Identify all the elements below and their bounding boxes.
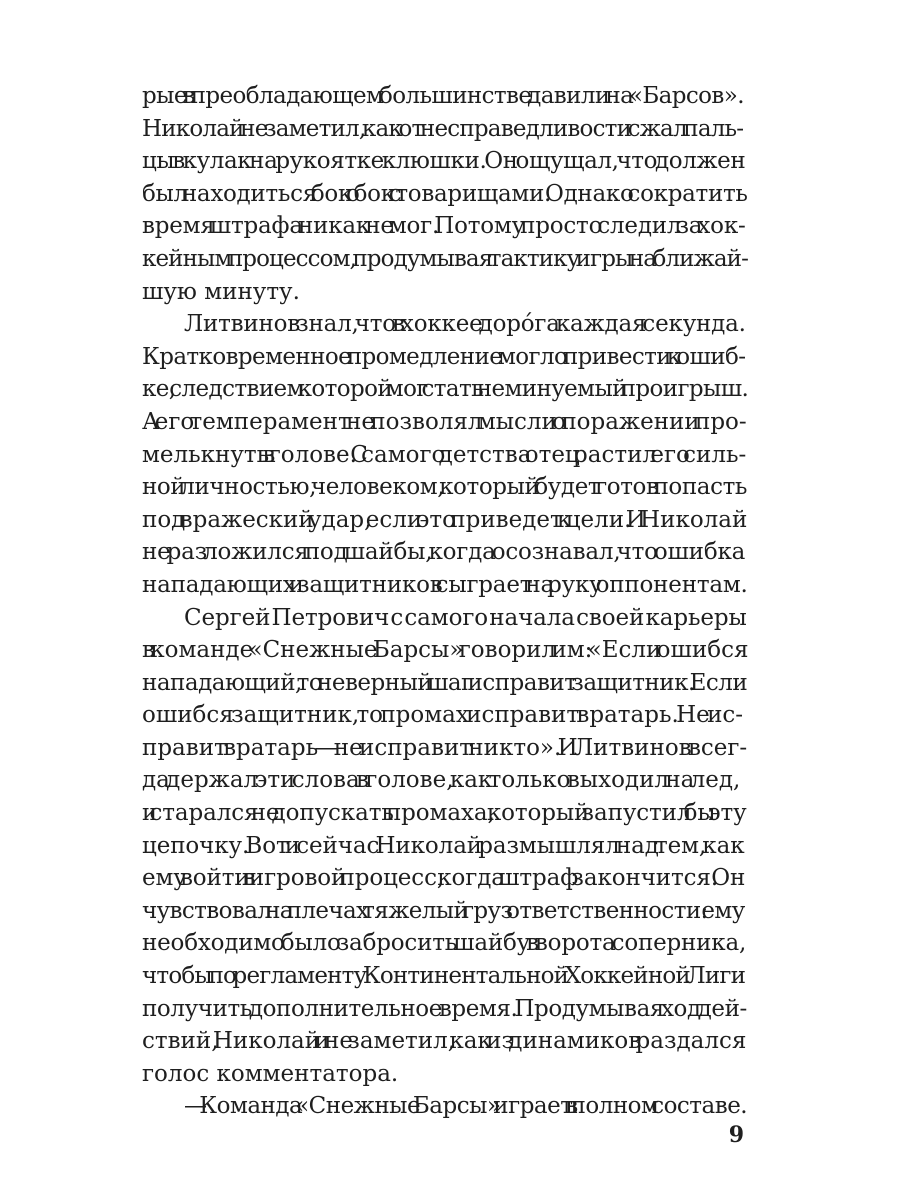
text-line: под вражеский удар, если это приведет к цели. И Николай [142,506,748,533]
text-line: и старался не допускать промаха, который запустил бы эту [142,800,747,827]
text-line: ему войти в игровой процесс, когда штраф закончится. Он [142,865,746,892]
text-line: нападающих и защитников сыграет на руку оппонентам. [142,571,748,598]
page-number: 9 [728,1122,744,1148]
text-line: ошибся защитник, то промах исправит вратарь. Не ис- [142,702,744,729]
text-line: Сергей Петрович с самого начала своей карьеры [184,604,747,631]
text-line: время штрафа никак не мог. Потому просто следил за хок- [142,213,746,240]
text-line: не раз ложился под шайбы, когда осознавал, что ошибка [142,539,746,566]
text-line: да держал эти слова в голове, как только выходил на лед, [142,767,741,794]
text-line: чувствовал на плечах тяжелый груз ответственности: ему [142,897,745,924]
text-line: правит вратарь — не исправит никто». И Литвинов всег- [142,734,748,761]
body-text [142,80,747,1123]
text-line: рые в преобладающем большинстве давили на «Барсов». [142,83,744,109]
text-line: мелькнуть в голове. С самого детства отец растил его силь- [142,441,747,468]
text-line: ке, следствием которой мог стать неминуемый проигрыш. [142,376,749,403]
text-line: цы в кулак на рукоятке клюшки. Он ощущал, что должен [142,148,746,175]
text-line: ствий, Николай и не заметил, как из динамиков раздался [142,1028,747,1055]
paragraph-4 [142,1090,747,1123]
text-line: ной личностью, человеком, который будет готов попасть [142,474,748,501]
text-line: цепочку. Вот и сейчас Николай размышлял над тем, как [142,832,745,859]
text-line: кейным процессом, продумывая тактику игры на ближай- [142,245,748,272]
text-line: Николай не заметил, как от несправедливости сжал паль- [142,115,744,142]
paragraph-2 [142,308,747,601]
paragraph-3 [142,602,747,1091]
text-line: Литвинов знал, что в хоккее доро́га каждая секунда. [184,311,746,338]
text-line: чтобы по регламенту Континентальной Хоккейной Лиги [142,963,746,990]
dialogue-line: — Команда «Снежные Барсы» играет в полном составе. [184,1093,748,1120]
text-line: А его темперамент не позволял мысли о поражении про- [142,408,747,435]
text-line: в команде «Снежные Барсы» говорил им: «Если ошибся [142,637,749,664]
text-line: был находиться бок о бок с товарищами. Однако сократить [142,180,748,207]
text-line: получить дополнительное время. Продумывая ход дей- [142,995,747,1022]
text-line: необходимо было забросить шайбу в ворота соперника, [142,930,747,957]
text-line: нападающий, то неверный шаг исправит защитник. Если [142,669,748,696]
paragraph-1 [142,80,747,308]
text-line: Кратковременное промедление могло привести к ошиб- [142,343,746,370]
text-line: голос комментатора. [142,1060,399,1087]
text-line: шую минуту. [142,278,300,305]
